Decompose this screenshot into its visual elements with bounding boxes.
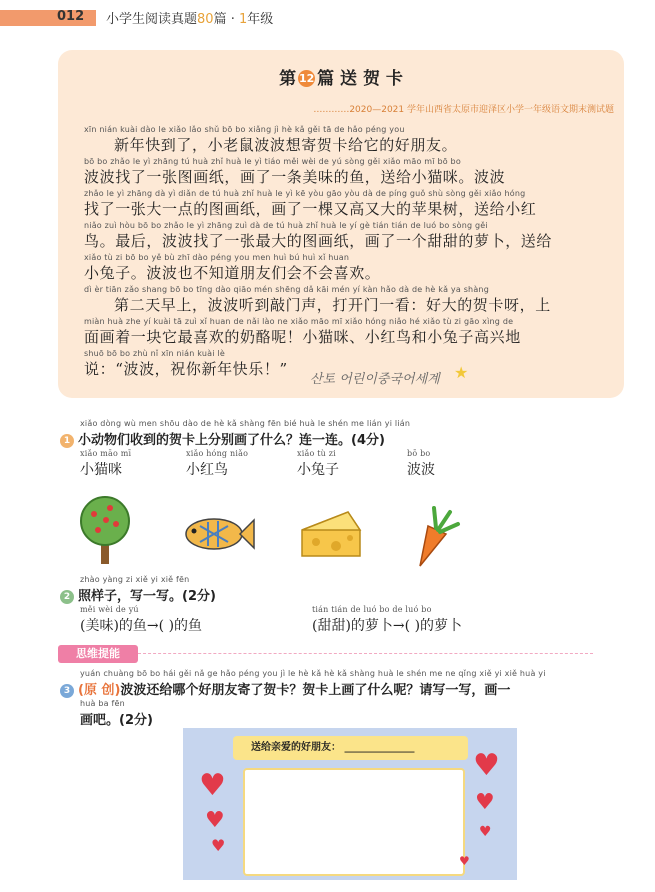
story-pinyin-line: dì èr tiān zǎo shang bō bo tīng dào qiāo mén shēng dǎ kāi mén yí kàn hǎo dà de hè kǎ ya shàng: [84, 285, 489, 294]
story-text: [84, 124, 604, 380]
story-text-line: 波波找了一张图画纸，画了一条美味的鱼，送给小猫咪。波波: [84, 168, 506, 186]
question-1: [60, 418, 640, 448]
story-text-line: 找了一张大一点的图画纸，画了一棵又高又大的苹果树，送给小红: [84, 200, 537, 218]
question-2: [60, 574, 640, 604]
article-source: …………2020—2021 学年山西省太原市迎泽区小学一年级语文期末测试题: [313, 105, 614, 115]
story-text-line: 小兔子。波波也不知道朋友们会不会喜欢。: [84, 264, 381, 282]
story-text-line: 第二天早上，波波听到敲门声，打开门一看：好大的贺卡呀，上: [114, 296, 551, 314]
page-number: 012: [57, 9, 85, 24]
story-pinyin-line: xiǎo tù zi bō bo yě bù zhī dào péng you men huì bú huì xǐ huan: [84, 253, 350, 262]
question-1-text: 1 小动物们收到的贺卡上分别画了什么？连一连。(4分): [60, 429, 640, 448]
page-header: [0, 0, 655, 36]
animal-bobo: bō bo 波波: [407, 449, 435, 478]
heart-icon: ♥: [479, 824, 492, 840]
animal-bird: xiǎo hóng niǎo 小红鸟: [186, 449, 249, 478]
question-3-text-2: 画吧。(2分): [80, 713, 153, 728]
animal-cat: xiǎo māo mī 小猫咪: [80, 449, 132, 478]
story-pinyin-line: shuō bō bo zhù nǐ xīn nián kuài lè: [84, 349, 225, 358]
story-text-line: 面画着一块它最喜欢的奶酪呢！小猫咪、小红鸟和小兔子高兴地: [84, 328, 521, 346]
cheese-icon: [300, 508, 362, 560]
story-pinyin-line: zhǎo le yì zhāng dà yì diǎn de tú huà zhǐ huà le yì kē yòu gāo yòu dà de píng guǒ shù sòng gěi xiǎo hóng: [84, 189, 526, 198]
card-label: 送给亲爱的好朋友： ______________: [233, 736, 468, 760]
heart-icon: ♥: [459, 854, 470, 868]
question-2-item-2[interactable]: tián tián de luó bo de luó bo (甜甜)的萝卜→( )的萝卜: [312, 605, 463, 634]
animal-rabbit: xiǎo tù zi 小兔子: [297, 449, 339, 478]
story-text-line: 鸟。最后，波波找了一张最大的图画纸，画了一个甜甜的萝卜，送给: [84, 232, 553, 250]
greeting-card-box: [183, 728, 517, 880]
question-3-pinyin-2: huà ba fēn: [80, 699, 125, 708]
article-number: 12: [298, 72, 315, 85]
heart-icon: ♥: [475, 790, 495, 815]
story-pinyin-line: miàn huà zhe yí kuài tā zuì xǐ huan de nǎi lào ne xiǎo māo mī xiǎo hóng niǎo hé xiǎo tù zi gāo xìng de: [84, 317, 514, 326]
star-icon: ★: [454, 363, 469, 382]
story-pinyin-line: niǎo zuì hòu bō bo zhǎo le yì zhāng zuì dà de tú huà zhǐ huà le yí gè tián tián de luó bo sòng gěi: [84, 221, 488, 230]
article-title: 第 12 篇 送 贺 卡: [279, 69, 403, 89]
heart-icon: ♥: [205, 808, 225, 833]
thinking-tip-badge: 思维提能: [58, 645, 138, 663]
question-3-text: 3 (原 创)波波还给哪个好朋友寄了贺卡？贺卡上画了什么呢？请写一写，画一: [60, 679, 640, 698]
question-2-text: 2 照样子，写一写。(2分): [60, 585, 640, 604]
question-3: [60, 668, 640, 728]
question-2-item-1[interactable]: měi wèi de yú (美味)的鱼→( )的鱼: [80, 605, 203, 634]
heart-icon: ♥: [211, 836, 226, 855]
story-text-line: 说：“波波，祝你新年快乐！”: [84, 360, 288, 378]
heart-icon: ♥: [473, 748, 500, 783]
apple-tree-icon: [78, 494, 132, 566]
story-text-line: 新年快到了，小老鼠波波想寄贺卡给它的好朋友。: [114, 136, 458, 154]
book-title: 小学生阅读真题80篇 · 1年级: [106, 12, 274, 27]
question-3-pinyin: yuán chuàng bō bo hái gěi nǎ ge hǎo péng you jì le hè kǎ hè kǎ shàng huà le shén me ne qǐng xiě yi xiě huà yi: [80, 669, 546, 678]
carrot-icon: [406, 504, 462, 568]
question-2-pinyin: zhào yàng zi xiě yi xiě fēn: [80, 575, 190, 584]
drawing-area[interactable]: [243, 768, 465, 876]
story-pinyin-line: xīn nián kuài dào le xiǎo lǎo shǔ bō bo xiǎng jì hè kǎ gěi tā de hǎo péng you: [84, 125, 405, 134]
fish-icon: [182, 512, 256, 556]
question-1-pinyin: xiǎo dòng wù men shōu dào de hè kǎ shàng fēn bié huà le shén me lián yi lián: [80, 419, 411, 428]
story-pinyin-line: bō bo zhǎo le yì zhāng tú huà zhǐ huà le yì tiáo měi wèi de yú sòng gěi xiǎo māo mī bō bo: [84, 157, 461, 166]
heart-icon: ♥: [199, 768, 226, 803]
watermark: 산토 어린이중국어세계: [310, 372, 440, 387]
tip-divider: [138, 653, 593, 654]
